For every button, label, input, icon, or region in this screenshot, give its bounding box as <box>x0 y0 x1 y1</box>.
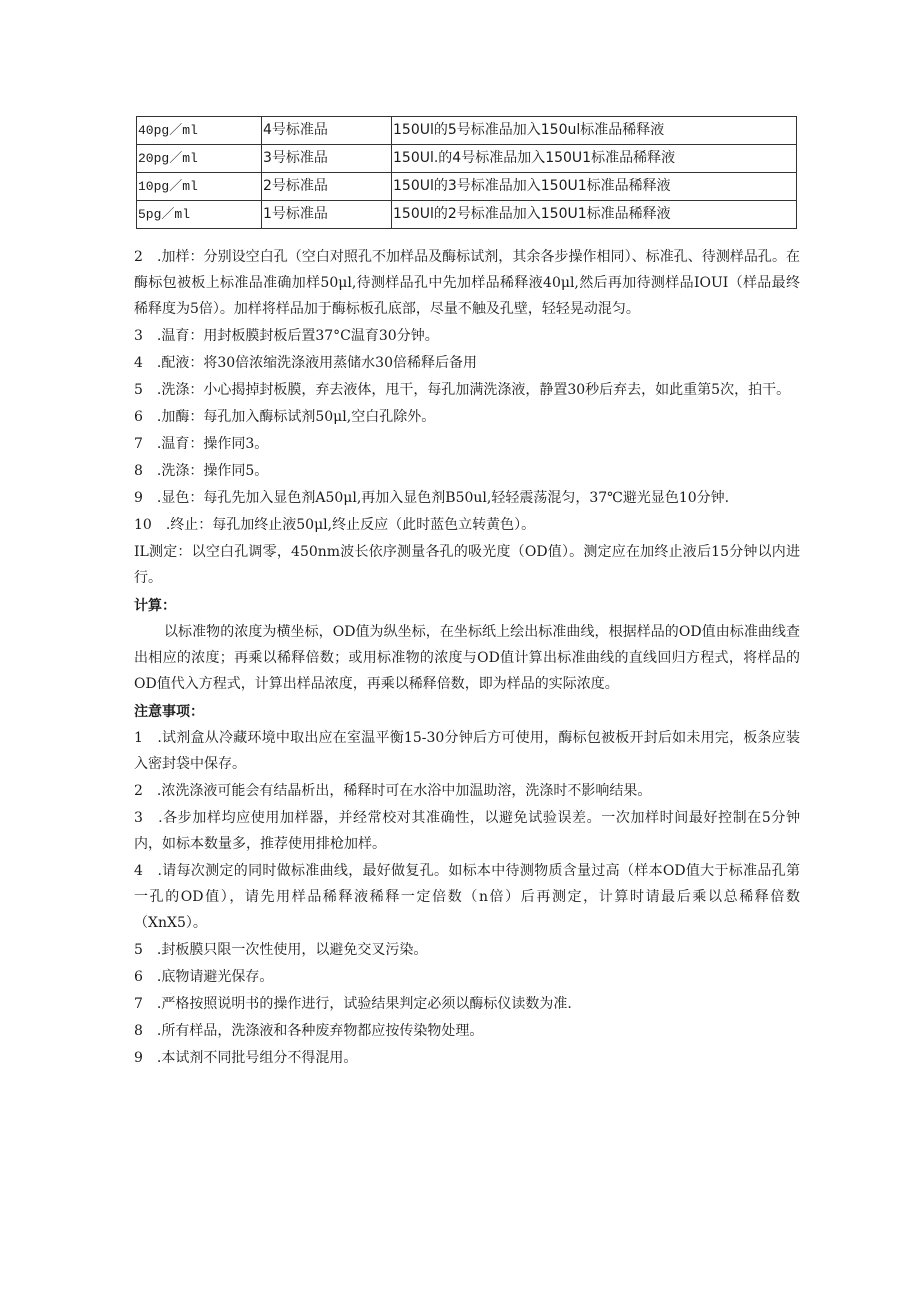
step-paragraph: IL测定：以空白孔调零，450nm波长依序测量各孔的吸光度（OD值）。测定应在加终止液后15分钟以内进行。 <box>134 544 800 586</box>
standard-name-cell: 3号标准品 <box>262 145 392 173</box>
note-item: 4 .请每次测定的同时做标准曲线，最好做复孔。如标本中待测物质含量过高（样本OD值大于标准品孔第一孔的OD值），请先用样品稀释液稀释一定倍数（n倍）后再测定，计算时请最后乘以总稀释倍数（XnX5）。 <box>134 863 800 931</box>
note-item: 7 .严格按照说明书的操作进行，试验结果判定必须以酶标仪读数为准. <box>134 996 572 1012</box>
procedure-text <box>134 244 800 1071</box>
step-paragraph: 9 .显色：每孔先加入显色剂A50μl,再加入显色剂B50ul,轻轻震荡混匀，37℃避光显色10分钟. <box>134 490 730 506</box>
standard-name-cell: 1号标准品 <box>262 201 392 229</box>
calculation-paragraph: 以标准物的浓度为横坐标，OD值为纵坐标，在坐标纸上绘出标准曲线，根据样品的OD值由标准曲线查出相应的浓度；再乘以稀释倍数；或用标准物的浓度与OD值计算出标准曲线的直线回归方程式，将样品的OD值代入方程式，计算出样品浓度，再乘以稀释倍数，即为样品的实际浓度。 <box>134 624 800 692</box>
table-body <box>137 117 797 229</box>
step-paragraph: 3 .温育：用封板膜封板后置37°C温育30分钟。 <box>134 328 439 344</box>
standard-dilution-table <box>136 116 797 229</box>
step-paragraph: 2 .加样：分别设空白孔（空白对照孔不加样品及酶标试剂，其余各步操作相同）、标准孔、待测样品孔。在酶标包被板上标准品准确加样50μl,待测样品孔中先加样品稀释液40μl,然后再加待测样品IOUI（样品最终稀释度为5倍）。加样将样品加于酶标板孔底部，尽量不触及孔壁，轻轻晃动混匀。 <box>134 249 800 317</box>
preparation-cell: 150Ul的2号标准品加入150U1标准品稀释液 <box>392 201 797 229</box>
step-paragraph: 6 .加酶：每孔加入酶标试剂50μl,空白孔除外。 <box>134 409 436 425</box>
table-row <box>137 145 797 173</box>
table-row <box>137 173 797 201</box>
note-item: 1 .试剂盒从冷藏环境中取出应在室温平衡15-30分钟后方可使用，酶标包被板开封后如未用完，板条应装入密封袋中保存。 <box>134 730 800 772</box>
note-item: 6 .底物请避光保存。 <box>134 969 274 985</box>
note-item: 5 .封板膜只限一次性使用，以避免交叉污染。 <box>134 942 428 958</box>
notes-heading: 注意事项： <box>134 704 204 720</box>
step-paragraph: 4 .配液：将30倍浓缩洗涤液用蒸储水30倍稀释后备用 <box>134 355 477 371</box>
preparation-cell: 150Ul.的4号标准品加入150U1标准品稀释液 <box>392 145 797 173</box>
concentration-cell: 10pg／ml <box>137 173 262 201</box>
note-item: 3 .各步加样均应使用加样器，并经常校对其准确性，以避免试验误差。一次加样时间最好控制在5分钟内，如标本数量多，推荐使用排枪加样。 <box>134 810 800 852</box>
table-row <box>137 201 797 229</box>
note-item: 8 .所有样品，洗涤液和各种废弃物都应按传染物处理。 <box>134 1023 484 1039</box>
note-item: 2 .浓洗涤液可能会有结晶析出，稀释时可在水浴中加温助溶，洗涤时不影响结果。 <box>134 783 652 799</box>
preparation-cell: 150Ul的3号标准品加入150U1标准品稀释液 <box>392 173 797 201</box>
step-paragraph: 7 .温育：操作同3。 <box>134 436 269 452</box>
standard-name-cell: 4号标准品 <box>262 117 392 145</box>
step-paragraph: 8 .洗涤：操作同5。 <box>134 463 269 479</box>
standard-name-cell: 2号标准品 <box>262 173 392 201</box>
concentration-cell: 40pg／ml <box>137 117 262 145</box>
concentration-cell: 20pg／ml <box>137 145 262 173</box>
note-item: 9 .本试剂不同批号组分不得混用。 <box>134 1050 358 1066</box>
step-paragraph: 5 .洗涤：小心揭掉封板膜，弃去液体，甩干，每孔加满洗涤液，静置30秒后弃去，如此重第5次，拍干。 <box>134 382 791 398</box>
concentration-cell: 5pg／ml <box>137 201 262 229</box>
calculation-heading: 计算： <box>134 598 176 614</box>
step-paragraph: 10 .终止：每孔加终止液50μl,终止反应（此时蓝色立转黄色）。 <box>134 517 536 533</box>
table-row <box>137 117 797 145</box>
preparation-cell: 150Ul的5号标准品加入150ul标准品稀释液 <box>392 117 797 145</box>
